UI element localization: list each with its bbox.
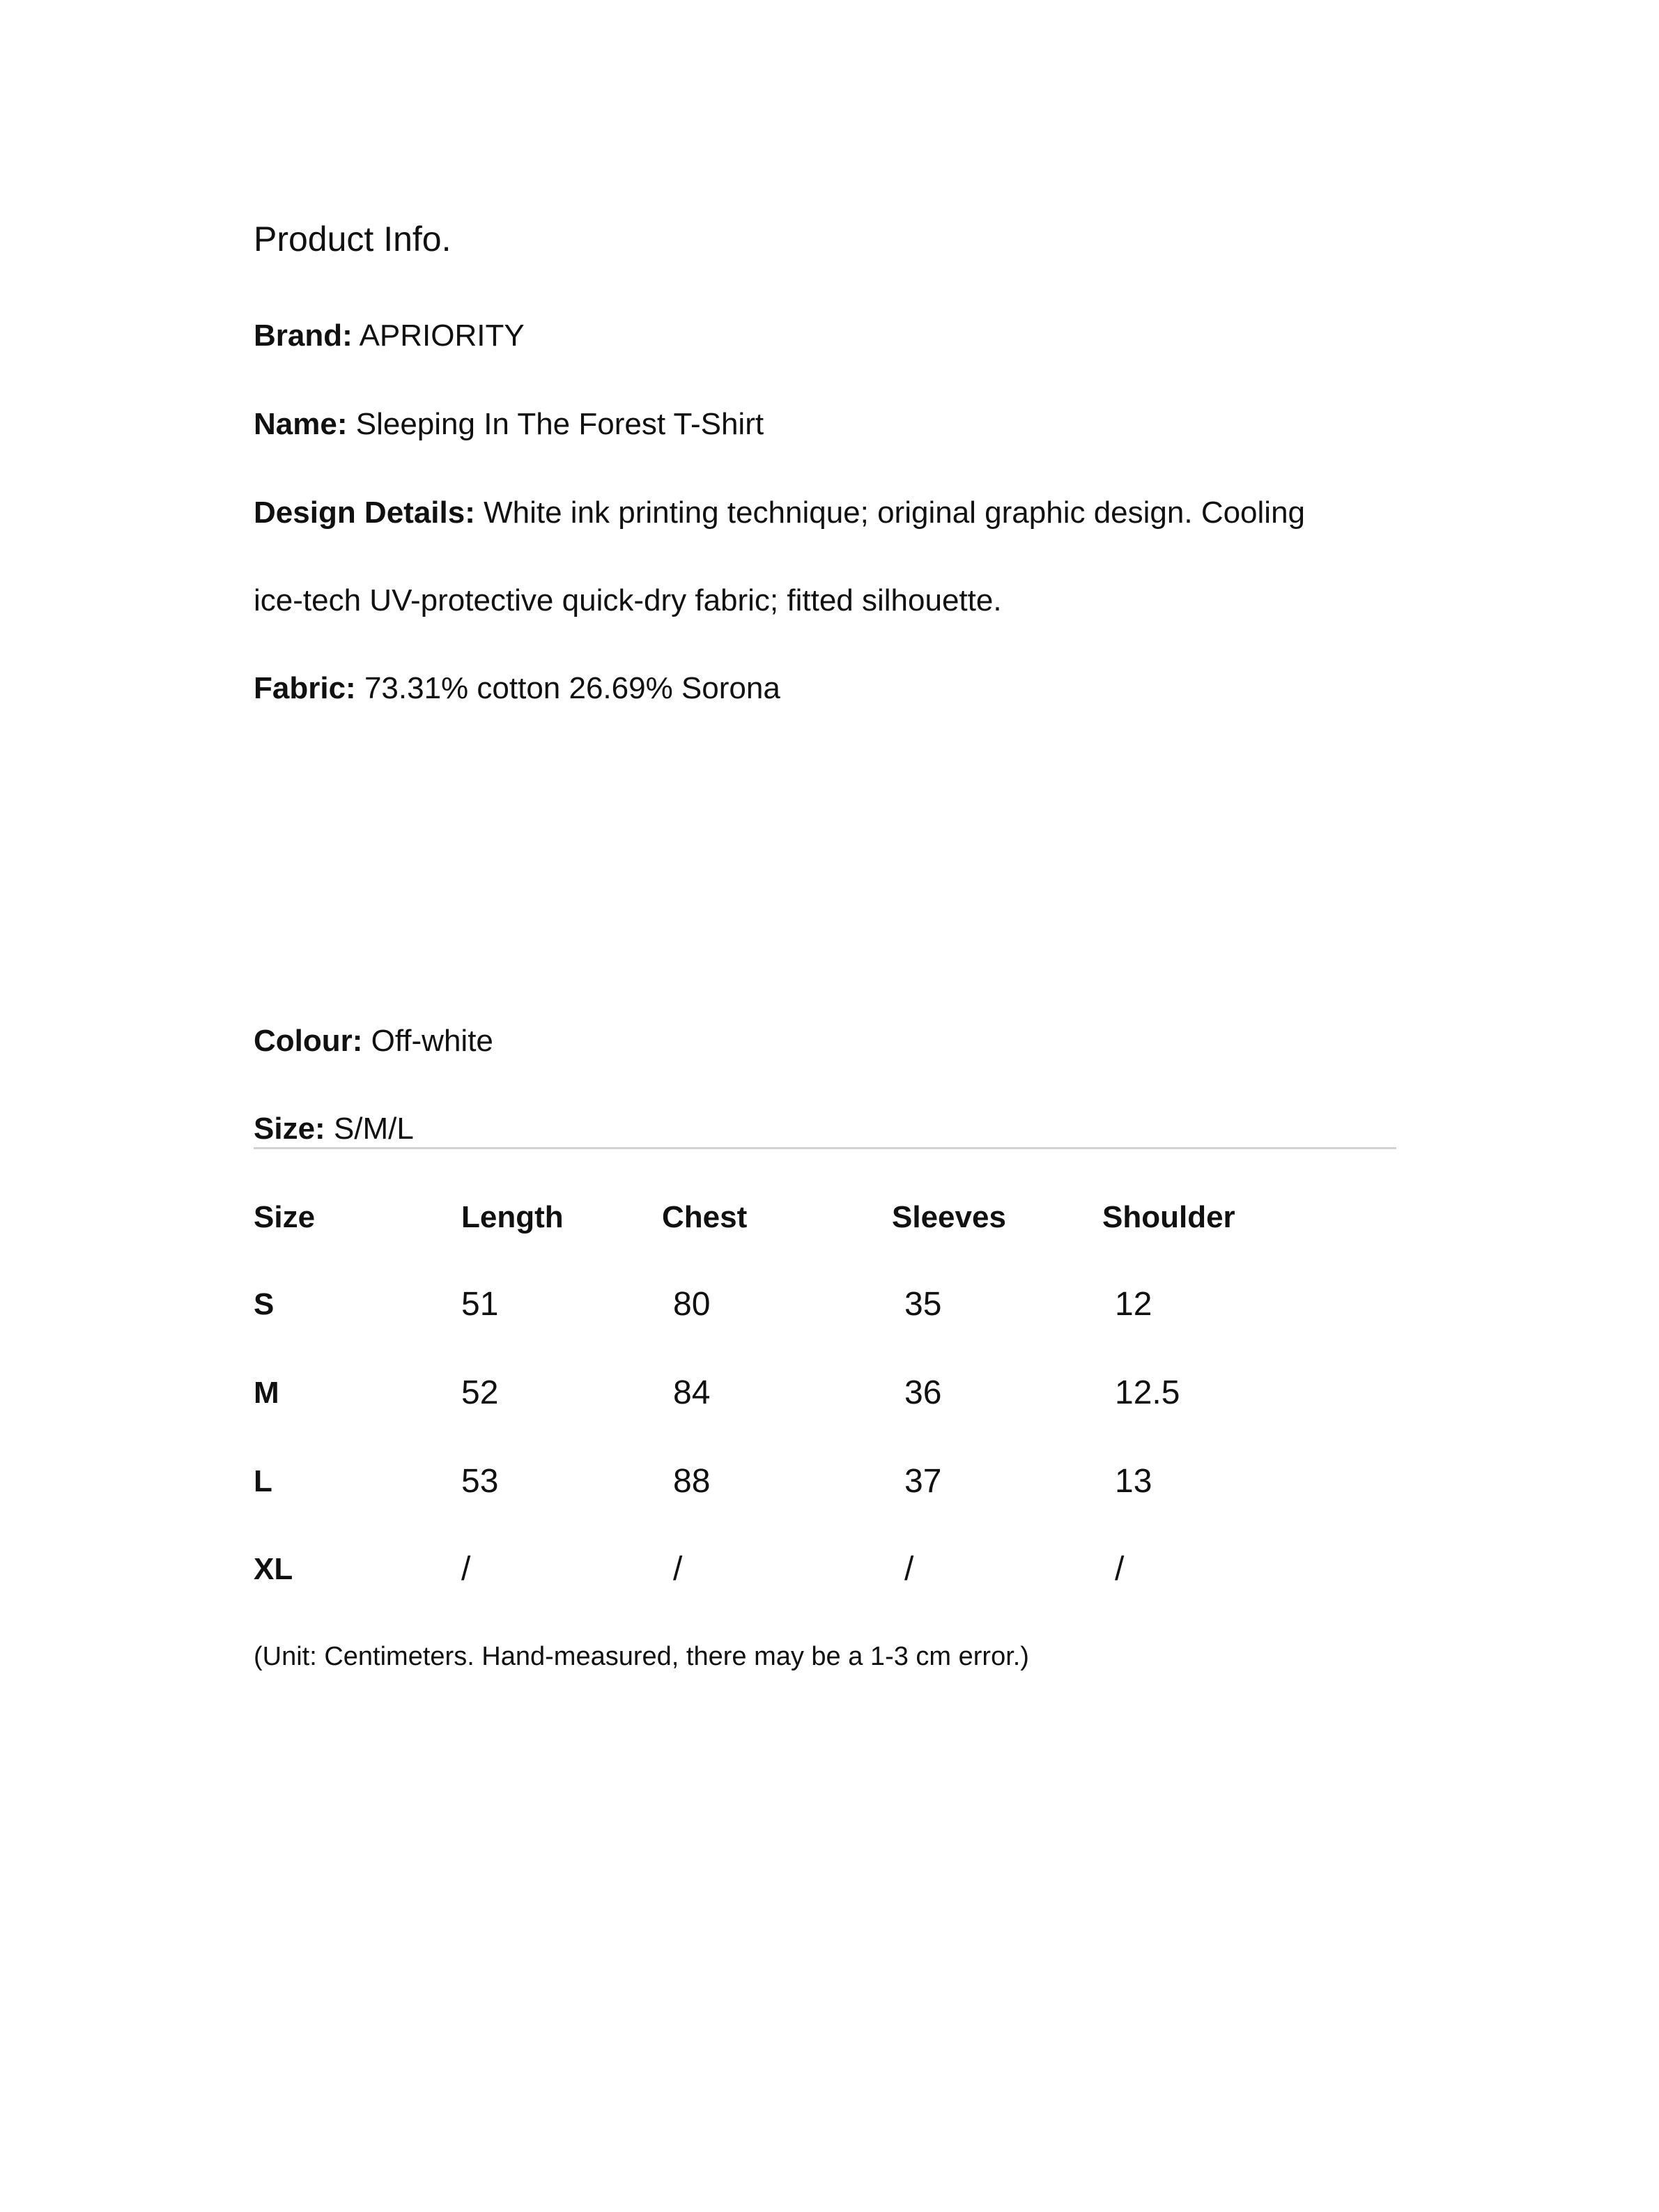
table-cell-sleeves: 35 xyxy=(904,1286,942,1323)
brand-line xyxy=(254,318,525,353)
fabric-label: Fabric: xyxy=(254,671,356,705)
name-label: Name: xyxy=(254,407,348,441)
table-row-size: L xyxy=(254,1464,272,1498)
table-cell-shoulder: 13 xyxy=(1115,1463,1152,1500)
table-cell-sleeves: 36 xyxy=(904,1374,942,1411)
header-chest: Chest xyxy=(662,1200,748,1234)
header-sleeves: Sleeves xyxy=(892,1200,1006,1234)
name-line xyxy=(254,409,764,440)
measurement-note: (Unit: Centimeters. Hand-measured, there may be a 1-3 cm error.) xyxy=(254,1642,1029,1671)
table-cell-length: 53 xyxy=(461,1463,499,1500)
design-value-2: ice-tech UV-protective quick-dry fabric; fitted silhouette. xyxy=(254,583,1002,617)
table-row-size: M xyxy=(254,1376,279,1410)
design-line-2 xyxy=(254,585,1002,616)
header-shoulder: Shoulder xyxy=(1102,1200,1235,1234)
design-line-1 xyxy=(254,498,1305,528)
colour-line xyxy=(254,1026,493,1057)
table-cell-shoulder: / xyxy=(1115,1551,1125,1588)
table-row-size: S xyxy=(254,1287,275,1321)
table-cell-length: 52 xyxy=(461,1374,499,1411)
fabric-value: 73.31% cotton 26.69% Sorona xyxy=(364,671,780,705)
divider xyxy=(254,1147,1396,1149)
size-line xyxy=(254,1114,414,1144)
table-cell-chest: 84 xyxy=(673,1374,711,1411)
table-cell-shoulder: 12.5 xyxy=(1115,1374,1180,1411)
fabric-line xyxy=(254,673,780,704)
table-cell-sleeves: / xyxy=(904,1551,914,1588)
table-cell-chest: 80 xyxy=(673,1286,711,1323)
size-value: S/M/L xyxy=(333,1112,414,1146)
name-value: Sleeping In The Forest T-Shirt xyxy=(355,407,764,441)
brand-value: APRIORITY xyxy=(359,318,525,353)
table-cell-length: 51 xyxy=(461,1286,499,1323)
table-cell-sleeves: 37 xyxy=(904,1463,942,1500)
brand-label: Brand: xyxy=(254,318,353,353)
design-value-1: White ink printing technique; original graphic design. Cooling xyxy=(484,496,1306,530)
size-label: Size: xyxy=(254,1112,325,1146)
design-label: Design Details: xyxy=(254,496,475,530)
table-cell-chest: 88 xyxy=(673,1463,711,1500)
table-row-size: XL xyxy=(254,1552,293,1586)
header-size: Size xyxy=(254,1200,316,1234)
header-length: Length xyxy=(461,1200,564,1234)
page-title: Product Info. xyxy=(254,220,452,259)
table-cell-length: / xyxy=(461,1551,471,1588)
colour-label: Colour: xyxy=(254,1024,363,1058)
table-cell-shoulder: 12 xyxy=(1115,1286,1152,1323)
table-cell-chest: / xyxy=(673,1551,683,1588)
colour-value: Off-white xyxy=(371,1024,493,1058)
